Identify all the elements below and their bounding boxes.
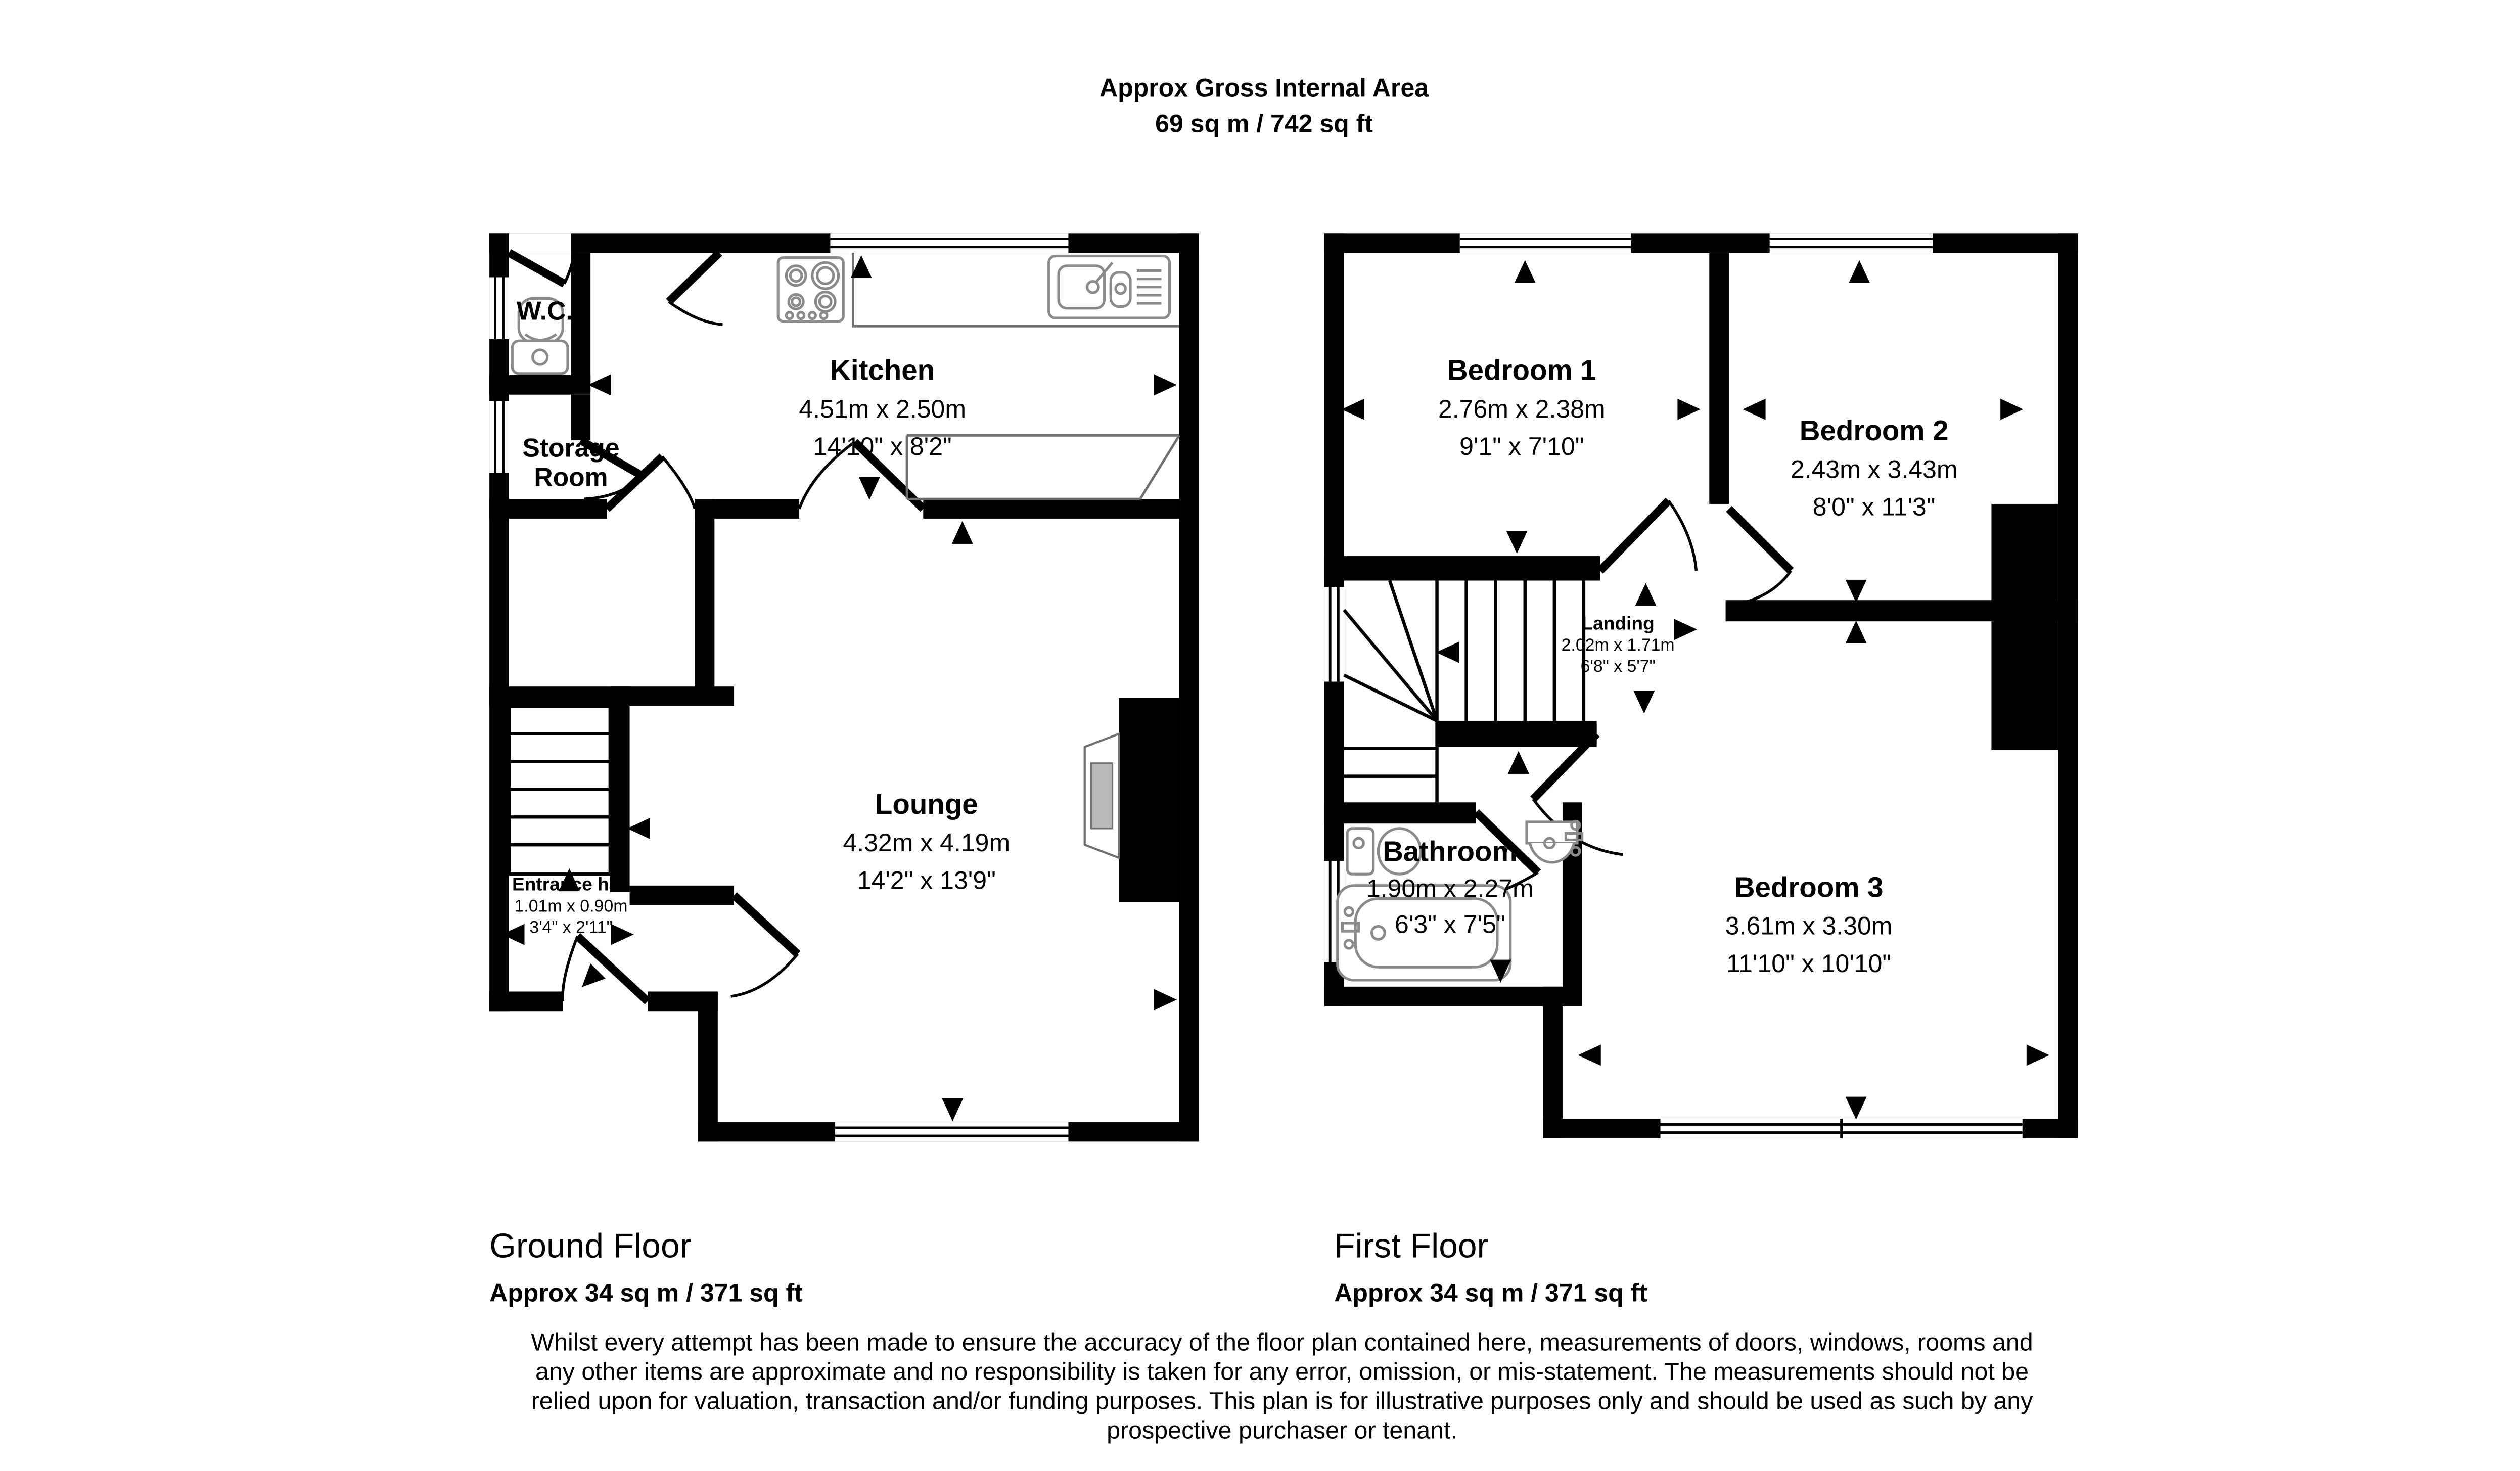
wall [1324, 987, 1566, 1006]
fireplace [1091, 763, 1113, 829]
ground-floor-area: Approx 34 sq m / 371 sq ft [489, 1278, 803, 1307]
room-dims-lounge-metric: 4.32m x 4.19m [843, 829, 1011, 857]
window [489, 277, 509, 339]
wall [1543, 987, 1563, 1138]
chimney-breast [1991, 504, 2058, 750]
wall [698, 992, 718, 1142]
room-dims-landing-imperial: 6'8" x 5'7" [1580, 657, 1656, 676]
disclaimer-line1: Whilst every attempt has been made to ensure the accuracy of the floor plan contained here, measurements of doors, windows, rooms and [531, 1328, 2033, 1356]
title-line2: 69 sq m / 742 sq ft [1155, 109, 1373, 138]
room-label-lounge: Lounge [875, 788, 978, 820]
room-label-bathroom: Bathroom [1383, 835, 1518, 867]
wall [2058, 233, 2078, 1138]
window [1770, 233, 1933, 253]
room-label-storage-1: Storage [522, 433, 620, 463]
hob-icon [778, 258, 843, 321]
wall [923, 499, 1179, 519]
wall [489, 375, 590, 395]
wall [695, 499, 715, 701]
wall [1324, 802, 1476, 823]
room-label-storage-2: Room [534, 462, 608, 492]
kitchen-sink-icon [1049, 256, 1170, 318]
first-floor-area: Approx 34 sq m / 371 sq ft [1334, 1278, 1647, 1307]
sink-icon [1527, 821, 1582, 862]
wall [1437, 721, 1597, 747]
room-dims-landing-metric: 2.02m x 1.71m [1561, 635, 1675, 655]
wall [610, 686, 630, 892]
room-dims-bedroom1-imperial: 9'1" x 7'10" [1459, 432, 1584, 461]
window [1324, 587, 1344, 681]
room-label-bedroom3: Bedroom 3 [1734, 871, 1884, 903]
room-dims-bedroom3-imperial: 11'10" x 10'10" [1726, 949, 1892, 978]
room-label-landing: Landing [1581, 612, 1655, 634]
wall [630, 886, 734, 905]
fireplace [1119, 698, 1179, 902]
room-dims-bedroom1-metric: 2.76m x 2.38m [1438, 394, 1606, 423]
wall [1324, 233, 2078, 253]
wall [489, 992, 563, 1012]
window [1460, 233, 1631, 253]
window [835, 1122, 1068, 1142]
room-label-wc: W.C. [516, 296, 573, 326]
disclaimer-line3: relied upon for valuation, transaction and/or funding purposes. This plan is for illustrative purposes only and should be used as such by any [531, 1387, 2033, 1415]
room-label-bedroom1: Bedroom 1 [1447, 354, 1596, 386]
staircase [1344, 581, 1584, 803]
room-dims-bathroom-metric: 1.90m x 2.27m [1366, 874, 1534, 903]
disclaimer-line4: prospective purchaser or tenant. [1107, 1416, 1457, 1444]
wall [571, 253, 590, 391]
room-dims-bathroom-imperial: 6'3" x 7'5" [1395, 910, 1505, 939]
door-swing [669, 253, 722, 325]
staircase [509, 706, 610, 874]
first-floor-caption: First Floor [1334, 1227, 1489, 1265]
room-dims-entrance-metric: 1.01m x 0.90m [514, 896, 628, 916]
wall [1324, 556, 1600, 580]
room-dims-bedroom2-metric: 2.43m x 3.43m [1790, 455, 1958, 484]
ground-floor-plan [489, 233, 1199, 1141]
window [1661, 1119, 2023, 1138]
window [830, 233, 1068, 253]
door-swing [1600, 500, 1696, 571]
room-label-entrance-hall: Entrance hall [512, 873, 630, 895]
room-label-kitchen: Kitchen [830, 354, 935, 386]
wall [1709, 253, 1729, 504]
title-line1: Approx Gross Internal Area [1099, 73, 1429, 102]
wall [489, 233, 509, 1011]
room-label-bedroom2: Bedroom 2 [1799, 415, 1949, 447]
door-swing [509, 233, 574, 284]
wall [489, 499, 607, 519]
room-dims-kitchen-imperial: 14'10" x 8'2" [813, 432, 952, 461]
door-swing [731, 895, 798, 996]
disclaimer-line2: any other items are approximate and no responsibility is taken for any error, omission, or mis-statement. The measurements should not be [535, 1358, 2029, 1386]
wall [1179, 233, 1199, 1141]
first-floor-plan [1324, 233, 2078, 1138]
ground-floor-caption: Ground Floor [489, 1227, 692, 1265]
room-dims-entrance-imperial: 3'4" x 2'11" [529, 917, 613, 937]
room-dims-lounge-imperial: 14'2" x 13'9" [857, 866, 996, 895]
room-dims-kitchen-metric: 4.51m x 2.50m [799, 394, 967, 423]
door-swing [1729, 509, 1791, 605]
door-swing [563, 936, 648, 1001]
room-dims-bedroom3-metric: 3.61m x 3.30m [1725, 911, 1893, 940]
window [489, 401, 509, 473]
room-dims-bedroom2-imperial: 8'0" x 11'3" [1812, 492, 1936, 521]
